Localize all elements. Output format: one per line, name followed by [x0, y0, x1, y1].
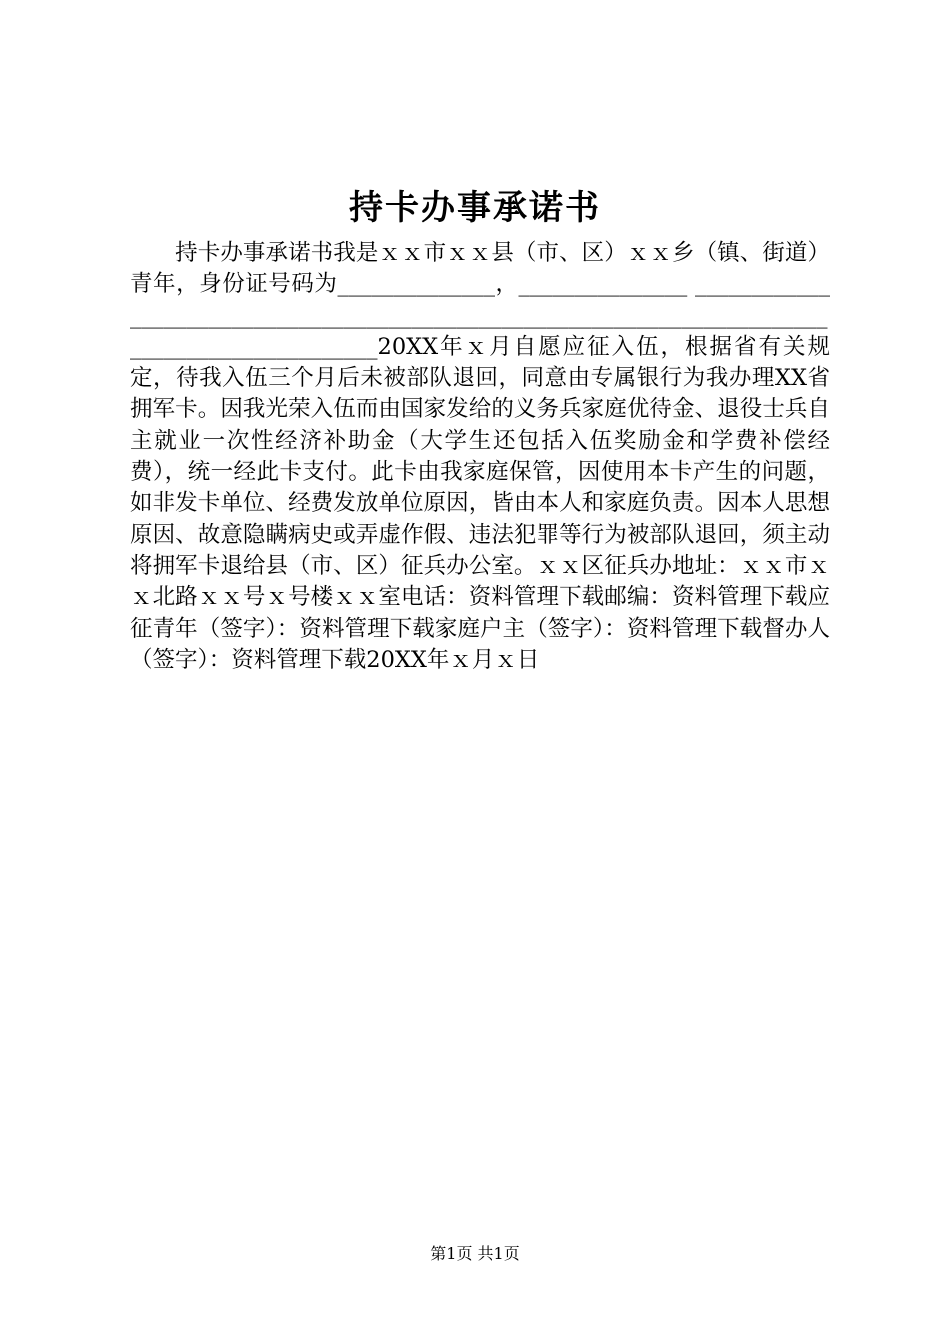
- document-body: 持卡办事承诺书我是ｘｘ市ｘｘ县（市、区）ｘｘ乡（镇、街道）青年，身份证号码为______________，_______________ ________________________________________________________________________________________________20XX年ｘ月自愿应征入伍，根据省有关规定，待我入伍三个月后未被部队退回，同意由专属银行为我办理XX省拥军卡。因我光荣入伍而由国家发给的义务兵家庭优待金、退役士兵自主就业一次性经济补助金（大学生还包括入伍奖励金和学费补偿经费），统一经此卡支付。此卡由我家庭保管，因使用本卡产生的问题，如非发卡单位、经费发放单位原因，皆由本人和家庭负责。因本人思想原因、故意隐瞒病史或弄虚作假、违法犯罪等行为被部队退回，须主动将拥军卡退给县（市、区）征兵办公室。ｘｘ区征兵办地址：ｘｘ市ｘｘ北路ｘｘ号ｘ号楼ｘｘ室电话：资料管理下载邮编：资料管理下载应征青年（签字）：资料管理下载家庭户主（签字）：资料管理下载督办人（签字）：资料管理下载20XX年ｘ月ｘ日: [130, 240, 830, 673]
- page-footer: 第1页 共1页: [430, 1244, 520, 1263]
- document-title: 持卡办事承诺书: [349, 188, 601, 228]
